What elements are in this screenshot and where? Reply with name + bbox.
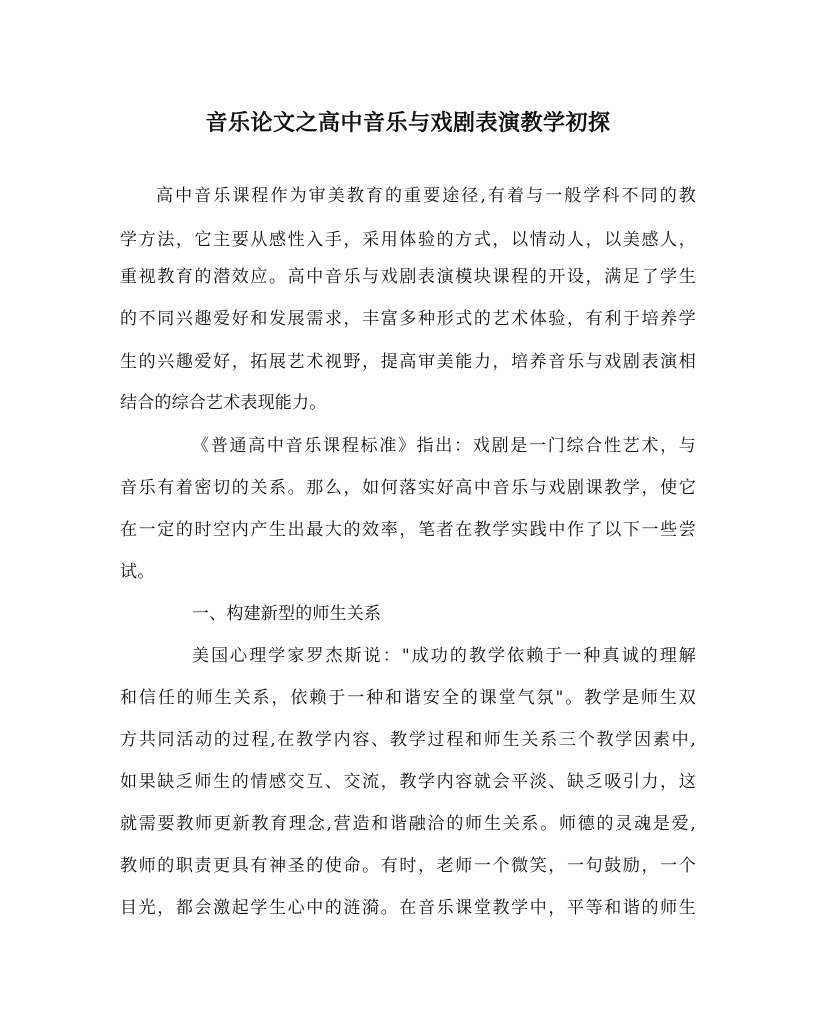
paragraph-line: 生的兴趣爱好，拓展艺术视野，提高审美能力，培养音乐与戏剧表演相 — [120, 352, 696, 372]
paragraph-line: 音乐有着密切的关系。那么，如何落实好高中音乐与戏剧课教学，使它 — [120, 478, 696, 498]
paragraph-line: 美国心理学家罗杰斯说："成功的教学依赖于一种真诚的理解 — [192, 646, 696, 666]
paragraph-line: 和信任的师生关系，依赖于一种和谐安全的课堂气氛"。教学是师生双 — [120, 688, 696, 708]
paragraph-line: 高中音乐课程作为审美教育的重要途径,有着与一般学科不同的教 — [156, 186, 696, 206]
paragraph-line: 学方法，它主要从感性入手，采用体验的方式，以情动人，以美感人， — [120, 230, 696, 250]
paragraph-line: 目光，都会激起学生心中的涟漪。在音乐课堂教学中，平等和谐的师生 — [120, 898, 696, 918]
paragraph-line: 的不同兴趣爱好和发展需求，丰富多种形式的艺术体验，有利于培养学 — [120, 309, 696, 329]
document-title: 音乐论文之高中音乐与戏剧表演教学初探 — [205, 110, 611, 136]
paragraph-line: 《普通高中音乐课程标准》指出：戏剧是一门综合性艺术，与 — [192, 436, 696, 456]
paragraph-line: 教师的职责更具有神圣的使命。有时，老师一个微笑，一句鼓励，一个 — [120, 856, 696, 876]
paragraph-line: 就需要教师更新教育理念,营造和谐融洽的师生关系。师德的灵魂是爱, — [120, 814, 696, 834]
paragraph-line: 在一定的时空内产生出最大的效率，笔者在教学实践中作了以下一些尝 — [120, 520, 696, 540]
paragraph-line: 重视教育的潜效应。高中音乐与戏剧表演模块课程的开设，满足了学生 — [120, 267, 696, 287]
section-heading: 一、构建新型的师生关系 — [192, 604, 382, 624]
paragraph-line: 试。 — [120, 562, 155, 582]
paragraph-line: 方共同活动的过程,在教学内容、教学过程和师生关系三个教学因素中, — [120, 730, 696, 750]
paragraph-line: 如果缺乏师生的情感交互、交流，教学内容就会平淡、缺乏吸引力，这 — [120, 772, 696, 792]
paragraph-line: 结合的综合艺术表现能力。 — [120, 393, 327, 413]
